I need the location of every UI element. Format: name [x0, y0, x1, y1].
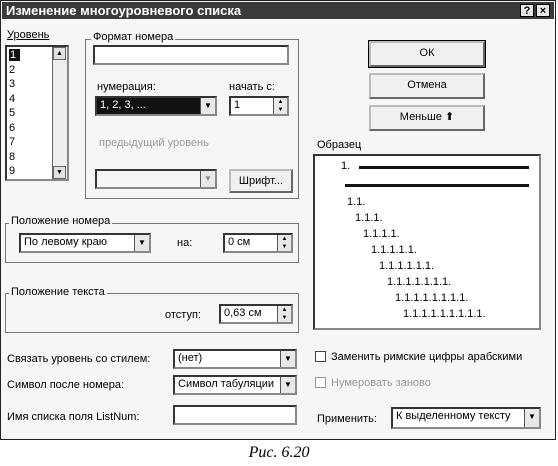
after-number-select[interactable] — [173, 375, 297, 395]
level-list-item[interactable]: 6 — [9, 121, 16, 134]
cancel-button[interactable]: Отмена — [369, 73, 485, 99]
preview-label: Образец — [317, 139, 362, 151]
numbering-select[interactable] — [95, 96, 217, 116]
close-button[interactable]: × — [536, 4, 550, 17]
restart-numbering-checkbox — [315, 377, 326, 388]
at-value: 0 см — [228, 236, 251, 248]
chevron-down-icon[interactable]: ▼ — [200, 98, 215, 114]
number-position-group-label: Положение номера — [11, 215, 111, 227]
link-style-label: Связать уровень со стилем: — [7, 353, 151, 365]
listnum-label: Имя списка поля ListNum: — [7, 411, 140, 423]
level-list-item[interactable]: 9 — [9, 165, 16, 177]
level-list-item[interactable]: 2 — [9, 63, 16, 76]
chevron-down-icon[interactable]: ▼ — [280, 377, 295, 393]
level-list-item[interactable]: 4 — [9, 92, 16, 105]
listnum-field[interactable] — [173, 405, 297, 425]
indent-value: 0,63 см — [224, 307, 262, 319]
numbering-select-value: 1, 2, 3, ... — [100, 99, 146, 111]
number-format-group-label: Формат номера — [93, 31, 174, 43]
number-format-field[interactable] — [93, 45, 289, 65]
indent-spinner[interactable] — [219, 304, 293, 324]
preview-line: 1.1.1.1. — [363, 228, 400, 240]
number-align-select[interactable] — [19, 233, 151, 253]
title-bar — [2, 2, 554, 19]
less-button[interactable]: Меньше ⬆ — [369, 105, 485, 131]
preview-line: 1.1.1.1.1.1.1.1.1. — [403, 308, 486, 320]
previous-level-label: предыдущий уровень — [99, 137, 209, 149]
previous-level-select — [95, 169, 217, 189]
apply-to-value: К выделенному тексту — [396, 410, 511, 422]
roman-to-arabic-label: Заменить римские цифры арабскими — [331, 351, 523, 363]
spin-arrows-icon[interactable]: ▲ ▼ — [277, 306, 291, 322]
roman-to-arabic-checkbox[interactable] — [315, 351, 326, 362]
preview-line: 1.1.1.1.1.1. — [379, 260, 435, 272]
restart-numbering-label: Нумеровать заново — [331, 377, 431, 389]
level-listbox[interactable] — [5, 45, 69, 181]
start-at-spinner[interactable] — [229, 96, 289, 116]
chevron-down-icon[interactable]: ▼ — [134, 235, 149, 251]
preview-first-line: 1. — [341, 160, 351, 172]
help-button[interactable]: ? — [520, 4, 534, 17]
ok-button[interactable]: ОК — [369, 41, 485, 67]
level-list-item[interactable]: 1 — [9, 49, 20, 61]
chevron-down-icon[interactable]: ▼ — [524, 409, 539, 427]
preview-line: 1.1.1.1.1.1.1.1. — [395, 292, 469, 304]
level-list-item[interactable]: 8 — [9, 150, 16, 163]
level-list-item[interactable]: 3 — [9, 78, 16, 90]
spin-arrows-icon[interactable]: ▲ ▼ — [273, 98, 287, 114]
preview-line: 1.1.1.1.1.1.1. — [387, 276, 452, 288]
link-style-select[interactable] — [173, 349, 297, 369]
preview-line: 1.1. — [347, 196, 366, 208]
preview-line: 1.1.1.1.1. — [371, 244, 417, 256]
apply-to-select[interactable] — [391, 407, 541, 429]
level-label: Уровень — [7, 29, 50, 41]
scroll-down-arrow-icon[interactable]: ▼ — [53, 166, 66, 179]
figure-caption: Рис. 6.20 — [248, 444, 310, 461]
start-at-value: 1 — [234, 99, 241, 111]
preview-line: 1.1.1. — [355, 212, 383, 224]
link-style-value: (нет) — [178, 352, 203, 364]
after-number-label: Символ после номера: — [7, 379, 125, 391]
level-scrollbar[interactable] — [52, 47, 67, 179]
spin-arrows-icon[interactable]: ▲ ▼ — [277, 235, 291, 251]
preview-text-bar — [345, 184, 529, 187]
numbering-label: нумерация: — [97, 81, 156, 93]
dialog-title: Изменение многоуровневого списка — [6, 3, 242, 18]
indent-label: отступ: — [165, 309, 201, 321]
at-label: на: — [177, 237, 193, 249]
chevron-down-icon: ▼ — [200, 171, 215, 187]
chevron-down-icon[interactable]: ▼ — [280, 351, 295, 367]
level-list-item[interactable]: 5 — [9, 107, 16, 119]
preview-box — [313, 154, 541, 330]
scroll-up-arrow-icon[interactable]: ▲ — [53, 47, 66, 60]
start-at-label: начать с: — [229, 81, 275, 93]
level-list-item[interactable]: 7 — [9, 136, 16, 148]
font-button[interactable]: Шрифт... — [229, 169, 293, 193]
apply-to-label: Применить: — [317, 413, 377, 425]
number-align-value: По левому краю — [24, 236, 107, 248]
preview-text-bar — [359, 166, 529, 169]
text-position-group-label: Положение текста — [11, 286, 105, 298]
after-number-value: Символ табуляции — [178, 378, 275, 390]
at-spinner[interactable] — [223, 233, 293, 253]
